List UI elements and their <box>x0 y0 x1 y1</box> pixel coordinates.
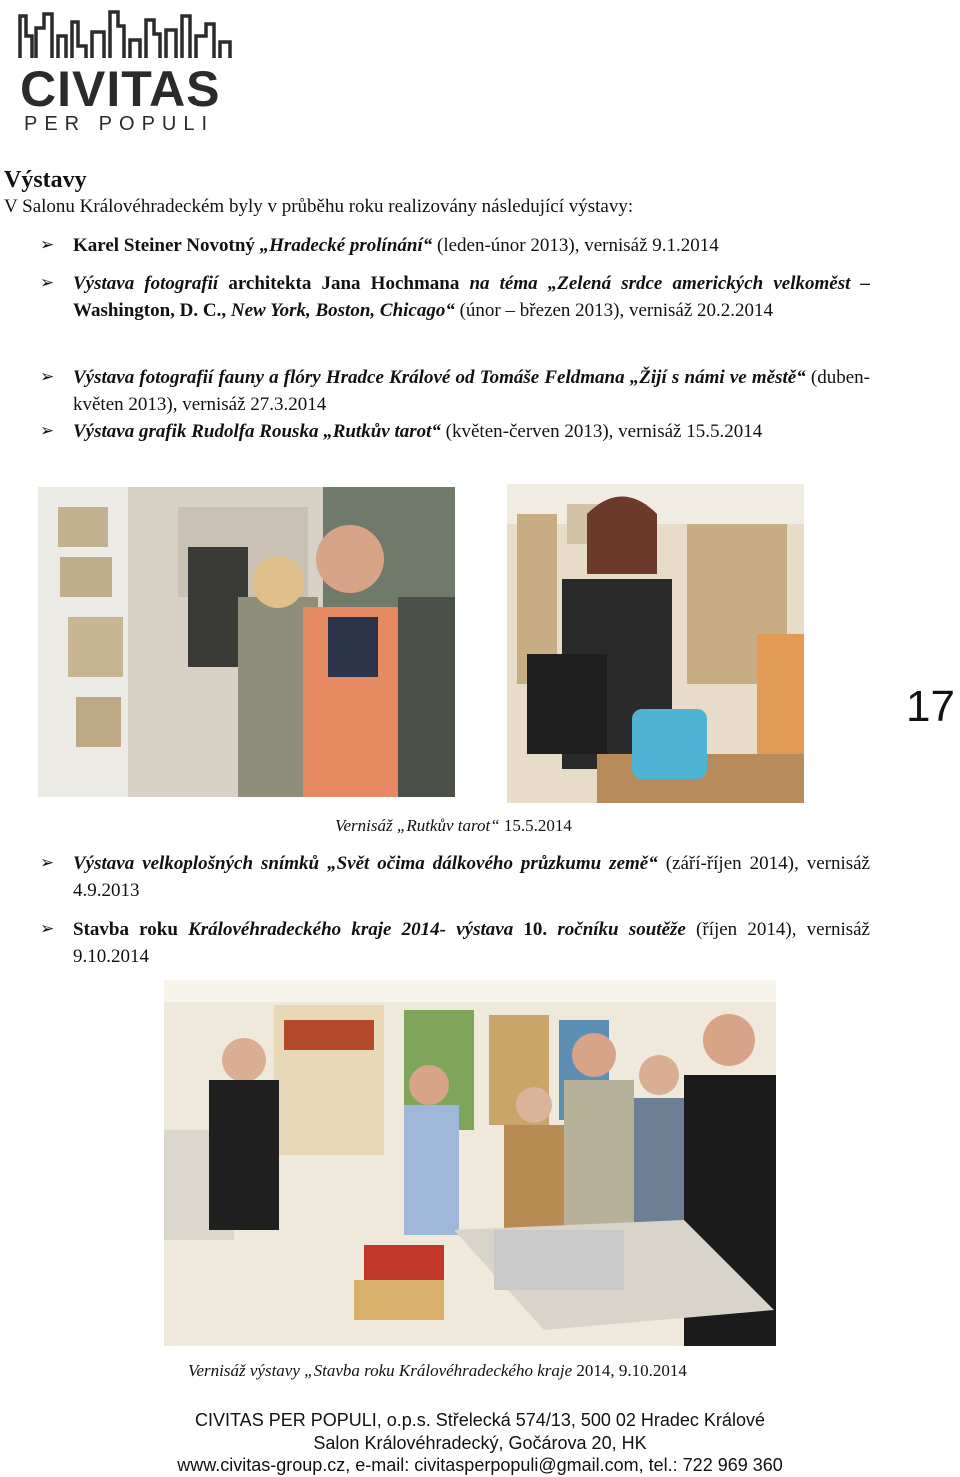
list-item-segment: Karel Steiner Novotný <box>73 235 260 256</box>
logo-subtitle: PER POPULI <box>24 113 215 135</box>
list-item <box>40 232 870 259</box>
list-item <box>40 364 870 418</box>
arrow-bullet-icon: ➢ <box>40 919 55 939</box>
caption-1-date: 15.5.2014 <box>499 816 572 835</box>
list-item <box>40 418 870 445</box>
list-item <box>40 850 870 904</box>
section-heading: Výstavy <box>4 167 87 193</box>
list-item-segment: (říjen 2014), vernisáž 9.10.2014 <box>73 919 870 967</box>
arrow-bullet-icon: ➢ <box>40 273 55 293</box>
footer-line-salon: Salon Královéhradecký, Gočárova 20, HK <box>313 1433 647 1453</box>
arrow-bullet-icon: ➢ <box>40 235 55 255</box>
list-item-segment: Královéhradeckého kraje 2014- výstava <box>188 919 524 940</box>
list-item-segment: Stavba roku <box>73 919 189 940</box>
caption-2-italic: Vernisáž výstavy „Stavba roku Královéhradeckého kraje <box>188 1361 573 1380</box>
list-item-segment: (duben-květen 2013), vernisáž 27.3.2014 <box>73 367 870 415</box>
list-item-segment: (květen-červen 2013), vernisáž 15.5.2014 <box>440 421 763 442</box>
list-item-text <box>73 270 870 324</box>
list-item-text <box>73 850 870 904</box>
list-item <box>40 916 870 970</box>
photo-vernisage-tarot-2 <box>507 484 804 803</box>
arrow-bullet-icon: ➢ <box>40 367 55 387</box>
footer-line-address: CIVITAS PER POPULI, o.p.s. Střelecká 574/13, 500 02 Hradec Králové <box>195 1410 765 1430</box>
logo-wordmark: CIVITAS <box>20 61 221 117</box>
caption-2-date: 2014, 9.10.2014 <box>572 1361 687 1380</box>
list-item-text <box>73 418 870 445</box>
caption-1-italic: Vernisáž „Rutkův tarot“ <box>335 816 500 835</box>
list-item-segment: ročníku soutěže <box>557 919 686 940</box>
list-item-segment: (únor – březen 2013), vernisáž 20.2.2014 <box>454 300 774 321</box>
list-item-segment: Výstava fotografií <box>73 273 219 294</box>
skyline-icon <box>18 6 240 66</box>
list-item <box>40 270 870 324</box>
list-item-segment: architekta Jana Hochmana <box>218 273 470 294</box>
list-item-segment: na téma „Zelená srdce amerických velkoměst – <box>469 273 870 294</box>
photo-vernisage-tarot-1 <box>38 487 455 797</box>
list-item-segment: Washington, D. C., <box>73 300 231 321</box>
list-item-text <box>73 916 870 970</box>
list-item-segment: (leden-únor 2013), vernisáž 9.1.2014 <box>432 235 719 256</box>
list-item-segment: (září-říjen 2014), vernisáž 4.9.2013 <box>73 853 870 901</box>
list-item-segment: New York, Boston, Chicago“ <box>230 300 455 321</box>
civitas-logo <box>18 6 240 135</box>
photo-vernisage-stavba-roku <box>164 980 776 1346</box>
intro-text: V Salonu Královéhradeckém byly v průběhu roku realizovány následující výstavy: <box>4 196 634 217</box>
arrow-bullet-icon: ➢ <box>40 421 55 441</box>
arrow-bullet-icon: ➢ <box>40 853 55 873</box>
list-item-segment: Výstava velkoplošných snímků „Svět očima dálkového průzkumu země“ <box>73 853 658 874</box>
footer-line-contact: www.civitas-group.cz, e-mail: civitasperpopuli@gmail.com, tel.: 722 969 360 <box>177 1455 783 1475</box>
list-item-segment: 10. <box>523 919 558 940</box>
list-item-text <box>73 364 870 418</box>
list-item-segment: „Hradecké prolínání“ <box>259 235 433 256</box>
photo-caption-2 <box>188 1361 687 1381</box>
list-item-text <box>73 232 870 259</box>
list-item-segment: Výstava fotografií fauny a flóry Hradce Králové od Tomáše Feldmana „Žijí s námi ve městě“ <box>73 367 806 388</box>
page-number: 17 <box>906 682 955 731</box>
photo-caption-1 <box>335 816 572 836</box>
list-item-segment: Výstava grafik Rudolfa Rouska „Rutkův tarot“ <box>73 421 441 442</box>
